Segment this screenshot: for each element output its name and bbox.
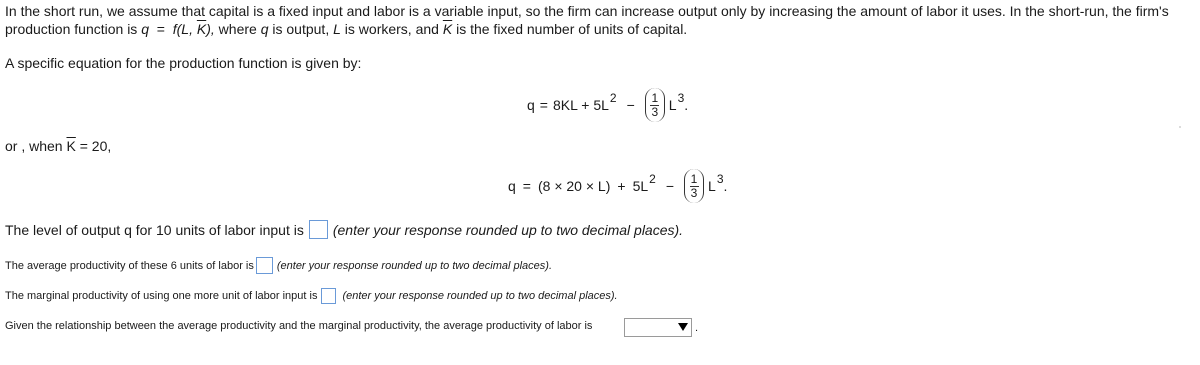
specific-equation-intro: A specific equation for the production function is given by: [5,55,362,71]
question-3-prefix: The marginal productivity of using one more unit of labor input is [5,290,318,302]
function-rhs: ), [206,21,215,37]
question-average-productivity [5,257,552,274]
marginal-productivity-input[interactable] [321,288,336,304]
intro-line-1: In the short run, we assume that capital is a fixed input and labor is a variable input, so the firm can increase output only by increasing the amount of labor it uses. In the short-run, the firm's [5,3,1169,19]
eq1-fraction [650,92,659,119]
l-symbol: L [333,21,341,37]
k-bar-symbol-3: $\overline{K}$ [66,138,76,154]
eq1-term3: L [668,97,677,113]
or-when-suffix: = 20, [79,138,112,154]
eq1-numerator: 1 [651,90,659,105]
intro-is-workers: is workers, and [344,21,439,37]
k-bar-symbol-2: $\overline{K}$ [442,21,453,37]
intro-line-2-suffix: is the fixed number of units of capital. [456,21,688,37]
k-bar-symbol: $\overline{K}$ [196,21,207,37]
eq2-exp2: 2 [649,172,656,186]
eq1-term1: 8KL + [552,97,590,113]
output-level-input[interactable] [309,220,328,239]
question-1-prefix: The level of output q for 10 units of labor input is [5,221,304,238]
intro-where: where [218,21,257,37]
question-2-prefix: The average productivity of these 6 units of labor is [5,259,254,272]
eq1-lhs: q [527,97,535,113]
eq2-lhs: q [508,178,516,194]
question-3-hint: (enter your response rounded up to two decimal places). [342,290,618,302]
question-output-level [5,220,683,239]
intro-line-2-prefix: production function is [5,21,138,37]
question-relationship: Given the relationship between the average productivity and the marginal productivity, the average productivity of labor is [5,320,593,332]
or-when-line [5,137,111,155]
eq2-term2: 5L [632,178,649,194]
eq2-numerator: 1 [690,171,698,186]
eq2-equals: = [522,178,531,194]
eq1-denominator: 3 [651,104,659,119]
eq2-fraction [690,173,699,200]
eq2-end: . [723,178,728,194]
or-when-prefix: or , when [5,138,63,154]
eq2-fraction-paren [684,169,704,203]
eq2-plus: + [617,178,626,194]
intro-paragraph [5,2,1200,38]
eq2-term1: (8 × 20 × L) [537,178,611,194]
eq1-term2: 5L [593,97,609,113]
eq2-denominator: 3 [690,185,698,200]
q-symbol: q [141,21,149,37]
function-lhs: f(L, [172,21,197,37]
equals-sign: = [156,21,165,37]
average-productivity-input[interactable] [256,257,273,274]
scroll-marker [1179,126,1181,128]
question-2-hint: (enter your response rounded up to two decimal places). [276,259,553,272]
eq1-equals: = [539,97,548,113]
eq2-exp3: 3 [716,172,724,186]
question-4-end: . [695,322,699,334]
average-productivity-trend-dropdown[interactable] [624,318,692,337]
eq2-term3: L [708,178,716,194]
eq1-minus: − [626,97,635,113]
eq1-exp2: 2 [609,91,617,105]
eq1-fraction-paren [645,88,665,122]
question-1-hint: (enter your response rounded up to two decimal places). [332,221,684,238]
eq2-minus: − [665,178,675,194]
eq1-exp3: 3 [677,91,685,105]
question-marginal-productivity [5,288,618,304]
intro-is-output: is output, [272,21,330,37]
production-function-k20-equation [508,167,727,205]
dropdown-arrow-icon [678,323,688,331]
eq1-end: . [684,97,689,113]
intro-line-2 [5,20,1200,38]
q-symbol-2: q [260,21,269,37]
production-function-equation [527,86,688,124]
